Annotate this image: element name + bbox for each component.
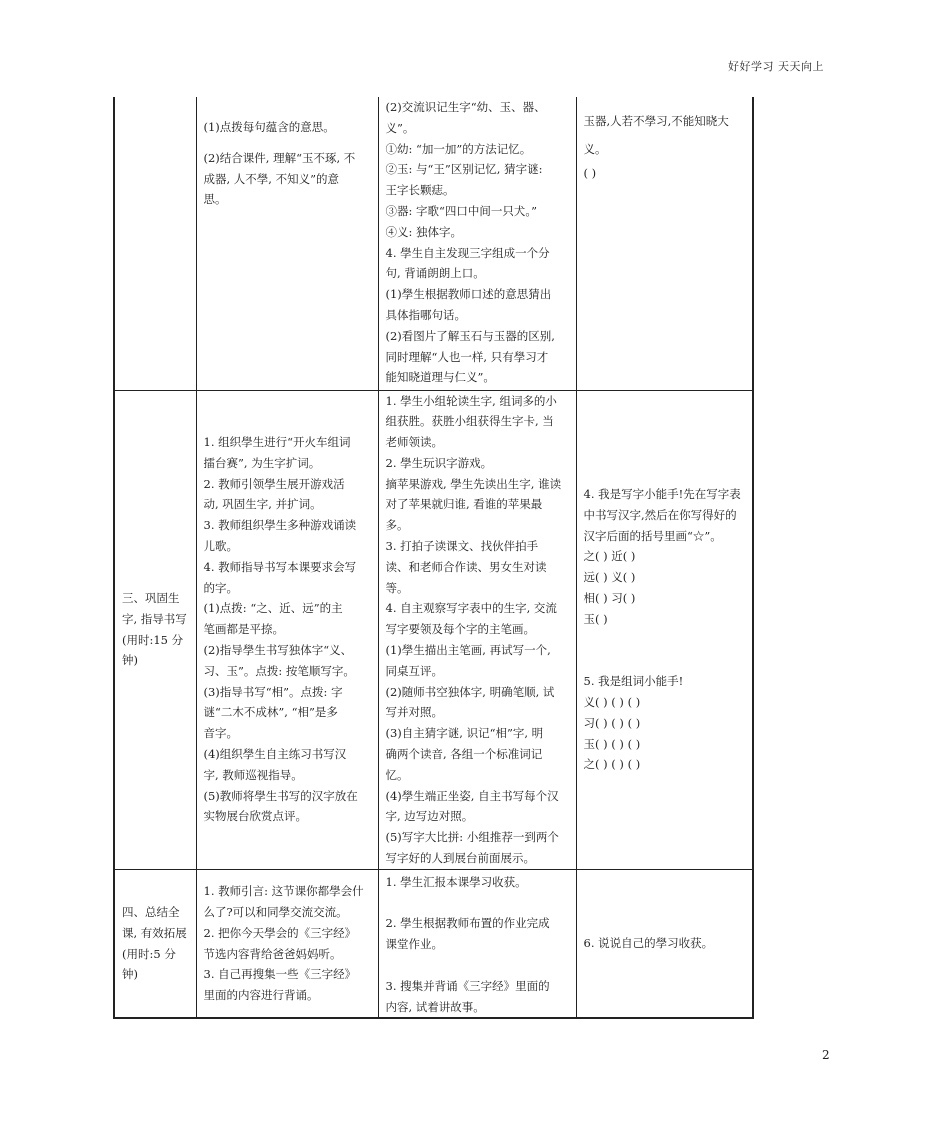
text-line: 儿歌。	[203, 539, 238, 554]
text-line: 成器, 人不學, 不知义”的意	[203, 171, 339, 186]
text-line: 思。	[203, 192, 227, 207]
text-line: 字, 边写边对照。	[385, 809, 474, 824]
text-line: 习、玉”。点拨: 按笔顺写字。	[203, 663, 355, 678]
text-line: 字, 指导书写	[122, 611, 187, 626]
text-line: 之( ) 近( )	[583, 549, 636, 564]
text-line: (3)指导书写“相”。点拨: 字	[203, 684, 343, 699]
table-row	[114, 97, 753, 390]
student-activity-cell	[378, 97, 576, 390]
text-line: ②玉: 与“王”区别记忆, 猜字谜:	[385, 162, 543, 177]
text-line: ( )	[583, 166, 597, 180]
text-line: 王字长颗痣。	[385, 183, 455, 198]
teacher-activity-cell	[196, 390, 378, 869]
text-line: 老师领读。	[385, 435, 443, 450]
student-activity-cell	[378, 869, 576, 1018]
text-line: (2)结合课件, 理解“玉不琢, 不	[203, 150, 356, 165]
text-line: 6. 说说自己的學习收获。	[583, 936, 714, 951]
text-line: (1)學生根据教师口述的意思猜出	[385, 287, 552, 302]
text-line: 写字好的人到展台前面展示。	[385, 851, 535, 866]
text-line: 4. 學生自主发现三字组成一个分	[385, 245, 550, 260]
text-line: (1)學生描出主笔画, 再试写一个,	[385, 643, 551, 658]
text-line: 钟)	[122, 967, 138, 982]
stage-cell	[114, 390, 196, 869]
text-line: 相( ) 习( )	[583, 591, 636, 606]
text-line: 远( ) 义( )	[583, 570, 636, 585]
text-line: 1. 學生小组轮读生字, 组词多的小	[385, 393, 557, 408]
text-line: (2)看图片了解玉石与玉器的区别,	[385, 328, 555, 343]
text-line: 3. 搜集并背诵《三字经》里面的	[385, 978, 550, 993]
text-line: 之( ) ( ) ( )	[583, 757, 641, 772]
text-line: 笔画都是平捺。	[203, 622, 284, 637]
exercise-cell	[576, 97, 753, 390]
text-line: 4. 我是写字小能手!先在写字表	[583, 487, 741, 502]
text-line: 具体指哪句话。	[385, 307, 466, 322]
stage-cell	[114, 869, 196, 1018]
text-line: 动, 巩固生字, 并扩词。	[203, 497, 322, 512]
text-line: 多。	[385, 518, 409, 533]
text-line: 2. 學生玩识字游戏。	[385, 455, 493, 470]
text-line: 3. 打拍子读课文、找伙伴拍手	[385, 539, 539, 554]
text-line: 玉器,人若不學习,不能知晓大	[583, 114, 729, 128]
text-line: 2. 把你今天學会的《三字经》	[203, 925, 357, 940]
text-line: 习( ) ( ) ( )	[583, 715, 641, 730]
page-header: 好好学习 天天向上	[728, 60, 824, 73]
text-line: 4. 自主观察写字表中的生字, 交流	[385, 601, 557, 616]
text-line: 对了苹果就归谁, 看谁的苹果最	[385, 497, 543, 512]
page-number: 2	[822, 1048, 830, 1062]
text-line: 2. 教师引领學生展开游戏活	[203, 476, 345, 491]
text-line: 擂台赛”, 为生字扩词。	[203, 455, 321, 470]
text-line: 三、巩固生	[122, 591, 180, 606]
text-line: ③器: 字歌“四口中间一只犬。”	[385, 203, 538, 218]
text-line: 摘苹果游戏, 學生先读出生字, 谁读	[385, 476, 562, 491]
text-line: 2. 學生根据教师布置的作业完成	[385, 916, 550, 931]
text-line: 1. 學生汇报本课學习收获。	[385, 874, 527, 889]
text-line: 同桌互评。	[385, 663, 443, 678]
text-line: 课, 有效拓展	[122, 925, 187, 940]
teacher-activity-cell	[196, 869, 378, 1018]
text-line: (5)写字大比拼: 小组推荐一到两个	[385, 830, 559, 845]
text-line: (2)随师书空独体字, 明确笔顺, 试	[385, 684, 555, 699]
text-line: (用时:15 分	[122, 632, 184, 647]
text-line: 等。	[385, 580, 409, 595]
text-line: 组获胜。获胜小组获得生字卡, 当	[385, 414, 554, 429]
table-row	[114, 869, 753, 1018]
text-line: (用时:5 分	[122, 946, 176, 961]
stage-cell	[114, 97, 196, 390]
text-line: 节选内容背给爸爸妈妈听。	[203, 946, 342, 961]
text-line: 里面的内容进行背诵。	[203, 988, 319, 1003]
text-line: 的字。	[203, 580, 238, 595]
text-line: (4)组织學生自主练习书写汉	[203, 747, 347, 762]
text-line: 么了?可以和同學交流交流。	[203, 905, 348, 920]
text-line: 课堂作业。	[385, 937, 443, 952]
text-line: 写字要领及每个字的主笔画。	[385, 622, 535, 637]
text-line: 实物展台欣赏点评。	[203, 809, 307, 824]
text-line: 1. 教师引言: 这节课你都學会什	[203, 884, 364, 899]
text-line: 写并对照。	[385, 705, 443, 720]
text-line: 同时理解“人也一样, 只有學习才	[385, 349, 549, 364]
exercise-cell	[576, 390, 753, 869]
teacher-activity-cell	[196, 97, 378, 390]
text-line: 玉( )	[583, 611, 608, 626]
text-line: 钟)	[122, 653, 138, 668]
text-line: 5. 我是组词小能手!	[583, 674, 684, 689]
text-line: (3)自主猜字谜, 识记“相”字, 明	[385, 726, 544, 741]
text-line: ④义: 独体字。	[385, 224, 463, 239]
text-line: 汉字后面的括号里画“☆”。	[583, 528, 722, 543]
text-line: 读、和老师合作读、男女生对读	[385, 559, 547, 574]
text-line: 玉( ) ( ) ( )	[583, 736, 641, 751]
text-line: 义”。	[385, 120, 415, 135]
text-line: 句, 背诵朗朗上口。	[385, 266, 485, 281]
text-line: 四、总结全	[122, 905, 180, 920]
text-line: (2)交流识记生字“幼、玉、器、	[385, 100, 546, 114]
text-line: 确两个读音, 各组一个标准词记	[385, 747, 543, 762]
text-line: (1)点拨: “之、近、远”的主	[203, 601, 343, 616]
text-line: 字, 教师巡视指导。	[203, 767, 303, 782]
text-line: 3. 自己再搜集一些《三字经》	[203, 967, 357, 982]
text-line: 4. 教师指导书写本课要求会写	[203, 559, 357, 574]
table-row	[114, 390, 753, 869]
text-line: ①幼: “加一加”的方法记忆。	[385, 141, 532, 156]
text-line: 音字。	[203, 726, 238, 741]
text-line: 1. 组织學生进行“开火车组词	[203, 435, 351, 450]
lesson-plan-table	[113, 97, 754, 1019]
exercise-cell	[576, 869, 753, 1018]
text-line: 内容, 试着讲故事。	[385, 999, 485, 1014]
student-activity-cell	[378, 390, 576, 869]
text-line: 谜“二木不成林”, “相”是多	[203, 705, 338, 720]
text-line: (2)指导學生书写独体字“义、	[203, 643, 353, 658]
text-line: 义( ) ( ) ( )	[583, 695, 641, 710]
text-line: 能知晓道理与仁义”。	[385, 370, 495, 385]
text-line: (1)点拨每句蕴含的意思。	[203, 120, 335, 134]
text-line: 义。	[583, 142, 607, 156]
text-line: 中书写汉字,然后在你写得好的	[583, 507, 737, 522]
text-line: (4)學生端正坐姿, 自主书写每个汉	[385, 788, 559, 803]
text-line: 3. 教师组织學生多种游戏诵读	[203, 518, 357, 533]
text-line: (5)教师将學生书写的汉字放在	[203, 788, 358, 803]
text-line: 忆。	[385, 767, 409, 782]
